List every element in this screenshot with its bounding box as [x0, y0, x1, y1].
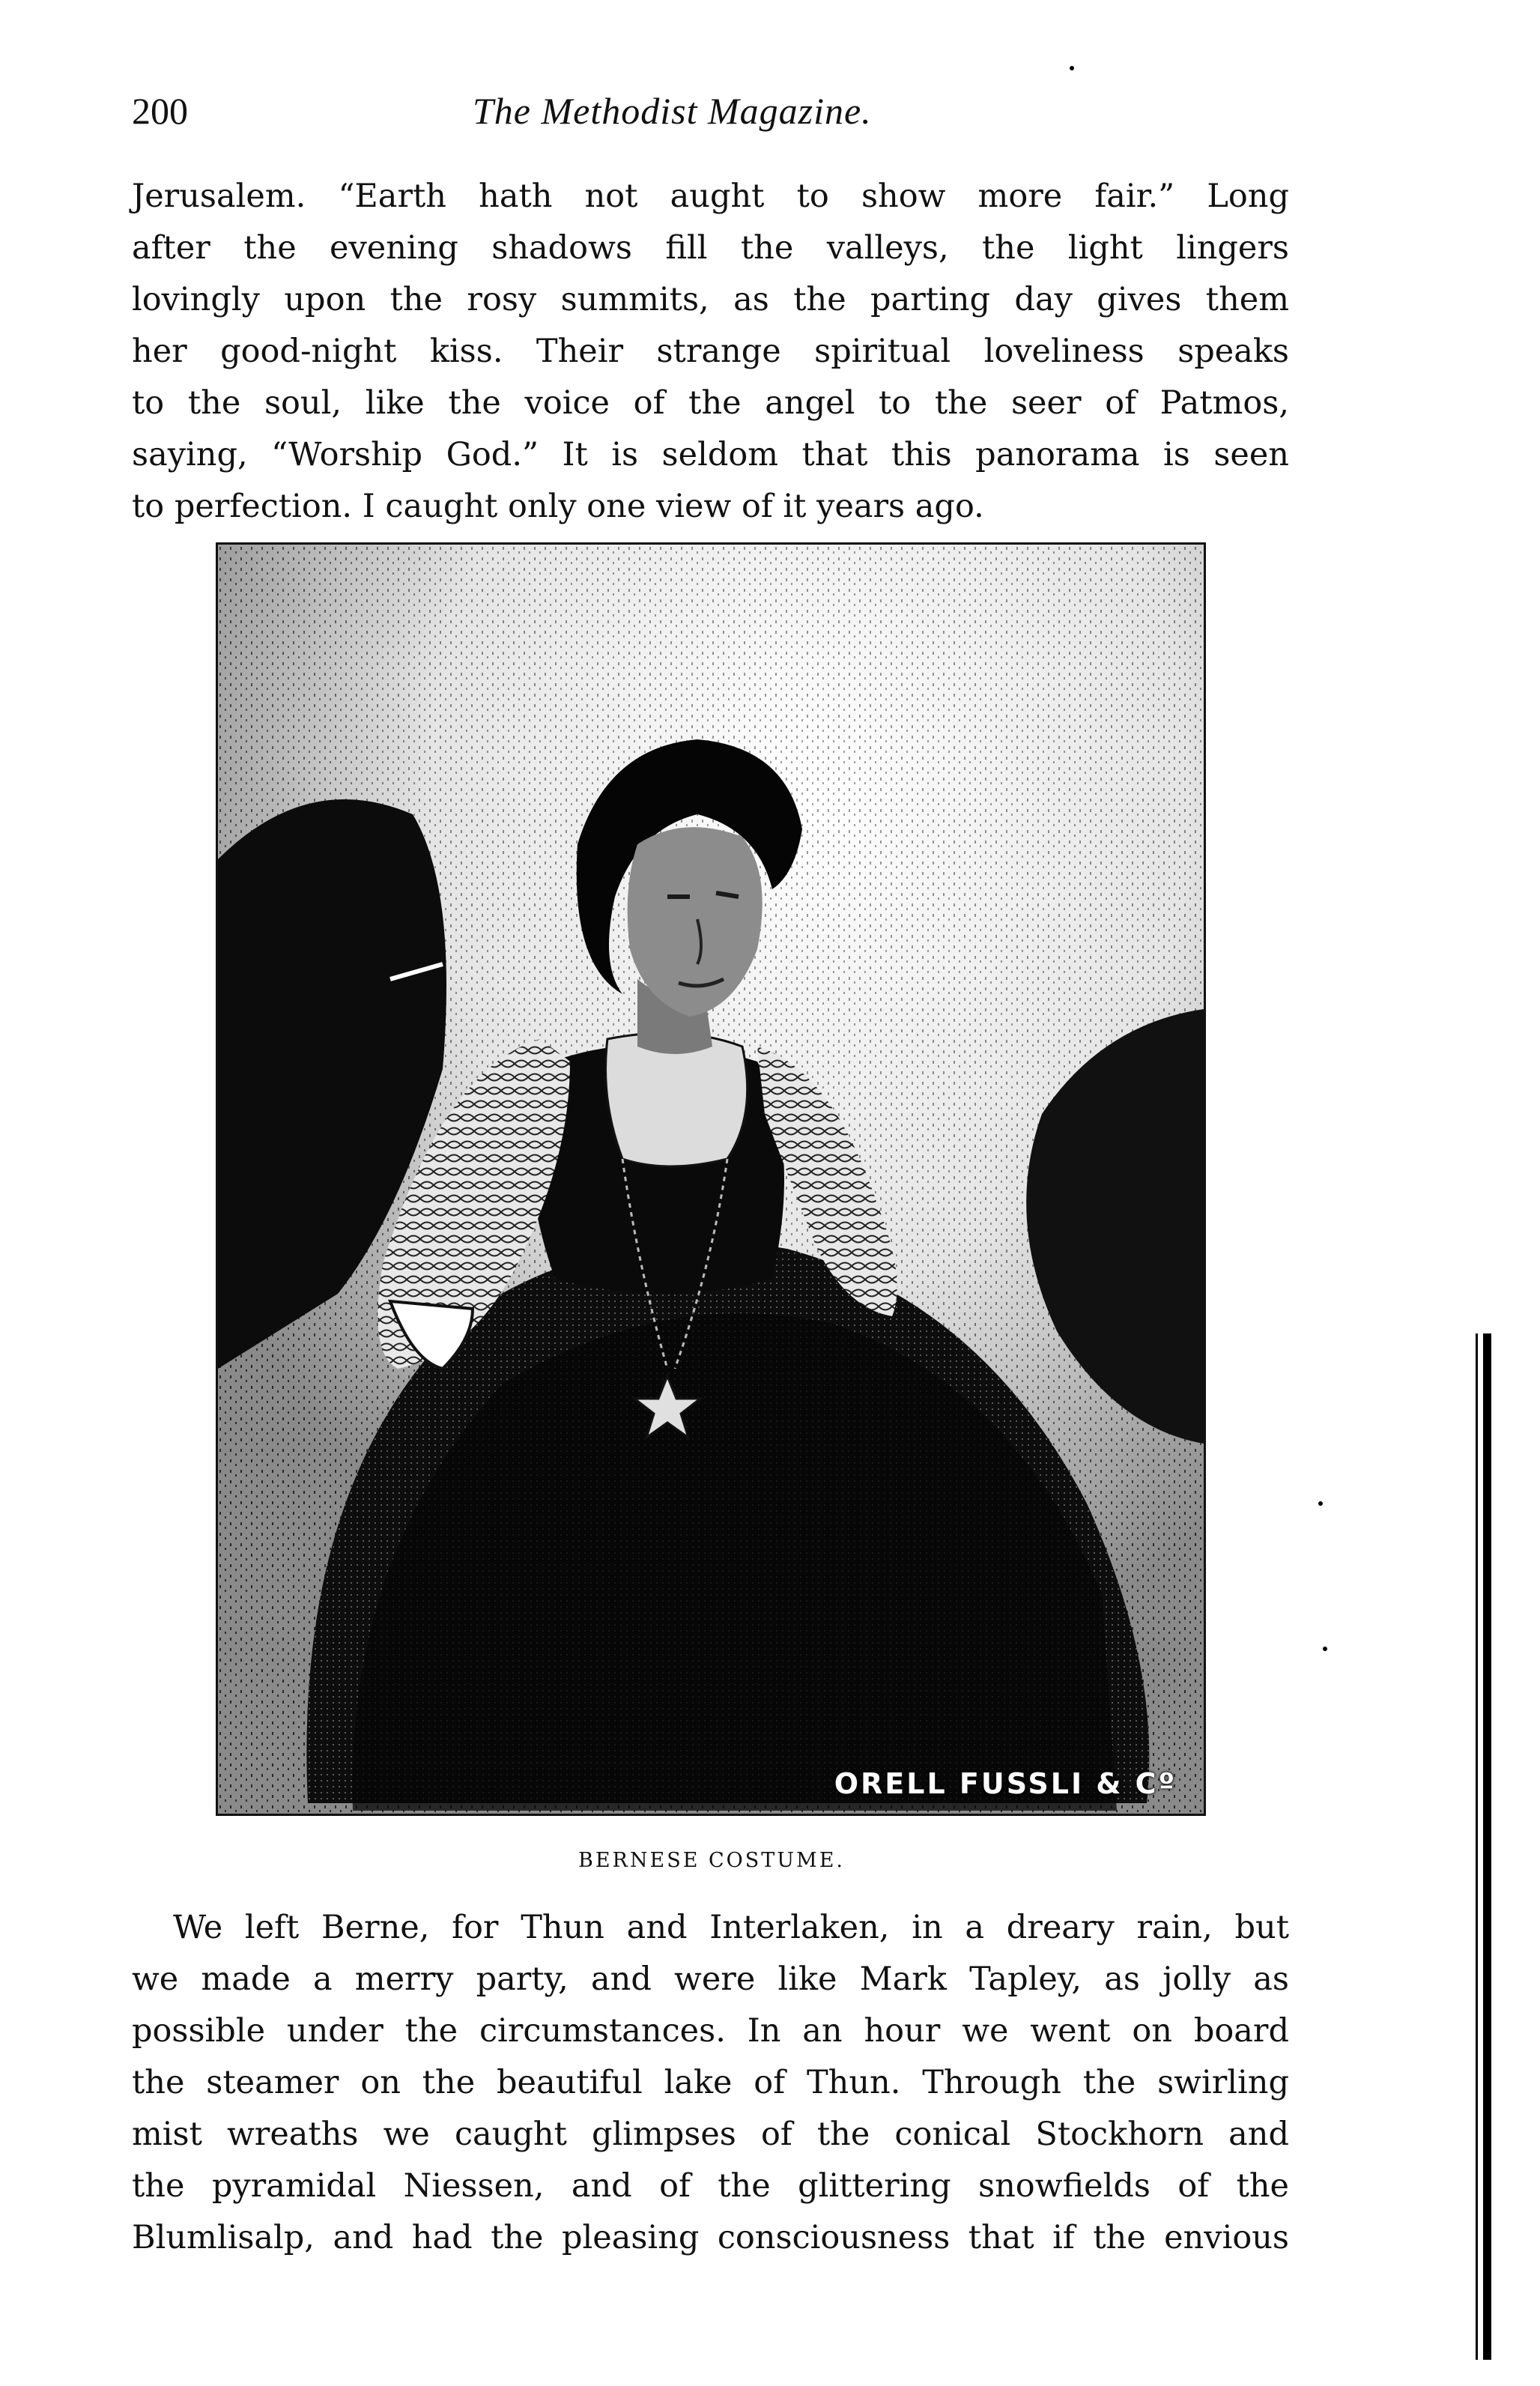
- text-line: to perfection. I caught only one view of it years ago.: [132, 488, 984, 525]
- running-head: [132, 88, 1285, 141]
- engraving-bernese-costume: [216, 542, 1206, 1816]
- text-line: Jerusalem. “Earth hath not aught to show more fair.” Long: [132, 178, 1289, 215]
- text-line: the pyramidal Niessen, and of the glittering snowfields of the: [132, 2167, 1289, 2205]
- text-line: the steamer on the beautiful lake of Thun. Through the swirling: [132, 2064, 1289, 2101]
- figure-caption: BERNESE COSTUME.: [578, 1849, 845, 1872]
- engraver-mark: ORELL FUSSLI & Cº: [834, 1767, 1177, 1800]
- text-line: after the evening shadows fill the valleys, the light lingers: [132, 229, 1289, 267]
- scan-edge-bar: [1483, 1333, 1491, 2360]
- text-line: saying, “Worship God.” It is seldom that this panorama is seen: [132, 436, 1289, 473]
- text-line: Blumlisalp, and had the pleasing consciousness that if the envious: [132, 2219, 1289, 2256]
- paragraph-bottom: [132, 1902, 1289, 2264]
- text-line: to the soul, like the voice of the angel to the seer of Patmos,: [132, 384, 1289, 422]
- magazine-title: The Methodist Magazine.: [473, 90, 872, 132]
- scan-speck: [1070, 66, 1074, 70]
- text-line: We left Berne, for Thun and Interlaken, in a dreary rain, but: [173, 1909, 1289, 1946]
- text-line: we made a merry party, and were like Mark Tapley, as jolly as: [132, 1960, 1289, 1998]
- text-line: her good-night kiss. Their strange spiritual loveliness speaks: [132, 333, 1289, 370]
- scan-speck: [1318, 1501, 1323, 1506]
- text-line: possible under the circumstances. In an hour we went on board: [132, 2012, 1289, 2050]
- scan-speck: [1323, 1647, 1327, 1651]
- text-line: mist wreaths we caught glimpses of the conical Stockhorn and: [132, 2116, 1289, 2153]
- page-number: 200: [132, 90, 188, 132]
- scan-edge-line: [1476, 1333, 1478, 2360]
- text-line: lovingly upon the rosy summits, as the parting day gives them: [132, 281, 1289, 318]
- paragraph-top: [132, 171, 1289, 533]
- engraving-illustration: [218, 545, 1204, 1814]
